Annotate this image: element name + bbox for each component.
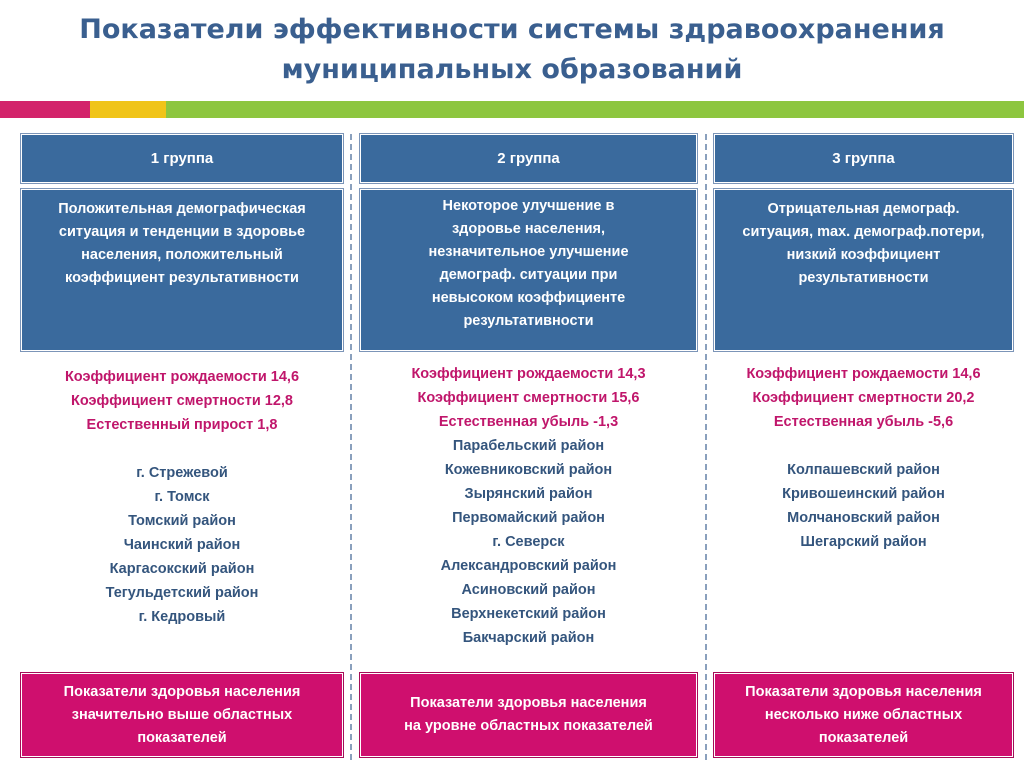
place-item: Томский район	[128, 513, 236, 529]
place-item: Верхнекетский район	[451, 606, 606, 622]
stripe-yellow	[90, 101, 166, 118]
place-item: г. Томск	[154, 489, 210, 505]
stat-mortality-rate: Коэффициент смертности 20,2	[752, 390, 975, 406]
description-line: населения, положительный	[81, 247, 283, 263]
description-line: невысоком коэффициенте	[431, 290, 626, 306]
description-line: демограф. ситуации при	[439, 267, 618, 283]
group-3-header: 3 группа	[714, 134, 1013, 183]
stat-natural-change: Естественная убыль -5,6	[773, 414, 954, 430]
group-2-stats	[360, 362, 697, 650]
description-line: ситуация, max. демограф.потери,	[742, 224, 985, 240]
slide-title-line-1: Показатели эффективности системы здравоохранения	[79, 14, 945, 45]
spacer	[21, 437, 343, 461]
place-item: Бакчарский район	[462, 630, 595, 646]
place-item: Шегарский район	[800, 534, 927, 550]
slide-title	[0, 10, 1024, 90]
column-divider	[705, 134, 707, 760]
group-1-stats	[21, 365, 343, 629]
description-line: здоровье населения,	[451, 221, 606, 237]
group-2-header: 2 группа	[360, 134, 697, 183]
spacer	[714, 434, 1013, 458]
place-item: г. Северск	[492, 534, 565, 550]
footer-line: на уровне областных показателей	[404, 718, 653, 734]
description-line: ситуация и тенденции в здоровье	[58, 224, 306, 240]
place-item: Кожевниковский район	[444, 462, 613, 478]
footer-line: Показатели здоровья населения	[745, 683, 982, 700]
footer-line: показателей	[137, 729, 227, 746]
stat-mortality-rate: Коэффициент смертности 15,6	[417, 390, 640, 406]
stripe-green	[166, 101, 1024, 118]
place-item: Александровский район	[440, 558, 617, 574]
description-line: коэффициент результативности	[65, 270, 299, 286]
description-line: результативности	[463, 313, 594, 329]
stat-birth-rate: Коэффициент рождаемости 14,6	[64, 369, 300, 385]
group-3-footer	[714, 673, 1013, 757]
description-line: низкий коэффициент	[786, 247, 941, 263]
place-item: Зырянский район	[464, 486, 593, 502]
group-2-description	[360, 189, 697, 351]
group-3-stats	[714, 362, 1013, 554]
footer-line: показателей	[818, 729, 909, 746]
description-line: Отрицательная демограф.	[767, 201, 960, 217]
footer-line: несколько ниже областных	[764, 706, 963, 723]
stat-natural-change: Естественная убыль -1,3	[438, 414, 619, 430]
place-item: Молчановский район	[787, 510, 940, 526]
place-item: Чаинский район	[123, 537, 241, 553]
slide-title-line-2: муниципальных образований	[281, 54, 743, 85]
stat-birth-rate: Коэффициент рождаемости 14,3	[411, 366, 646, 382]
group-1-footer	[21, 673, 343, 757]
place-item: Парабельский район	[452, 438, 605, 454]
group-2-footer	[360, 673, 697, 757]
place-item: Первомайский район	[452, 510, 605, 526]
stat-natural-change: Естественный прирост 1,8	[86, 417, 278, 433]
stat-mortality-rate: Коэффициент смертности 12,8	[71, 393, 293, 409]
column-divider	[350, 134, 352, 760]
place-item: Тегульдетский район	[105, 585, 259, 601]
group-3-description	[714, 189, 1013, 351]
footer-line: Показатели здоровья населения	[410, 695, 647, 711]
place-item: Кривошеинский район	[782, 486, 945, 502]
description-line: Положительная демографическая	[58, 201, 306, 217]
place-item: г. Кедровый	[138, 609, 226, 625]
footer-line: значительно выше областных	[71, 706, 293, 723]
description-line: незначительное улучшение	[428, 244, 629, 260]
place-item: Колпашевский район	[787, 462, 940, 478]
place-item: г. Стрежевой	[136, 465, 228, 481]
group-1-description	[21, 189, 343, 351]
place-item: Каргасокский район	[109, 561, 255, 577]
group-1-header: 1 группа	[21, 134, 343, 183]
place-item: Асиновский район	[461, 582, 596, 598]
description-line: Некоторое улучшение в	[442, 198, 615, 214]
stat-birth-rate: Коэффициент рождаемости 14,6	[746, 366, 981, 382]
footer-line: Показатели здоровья населения	[63, 683, 301, 700]
description-line: результативности	[798, 270, 929, 286]
stripe-pink	[0, 101, 90, 118]
